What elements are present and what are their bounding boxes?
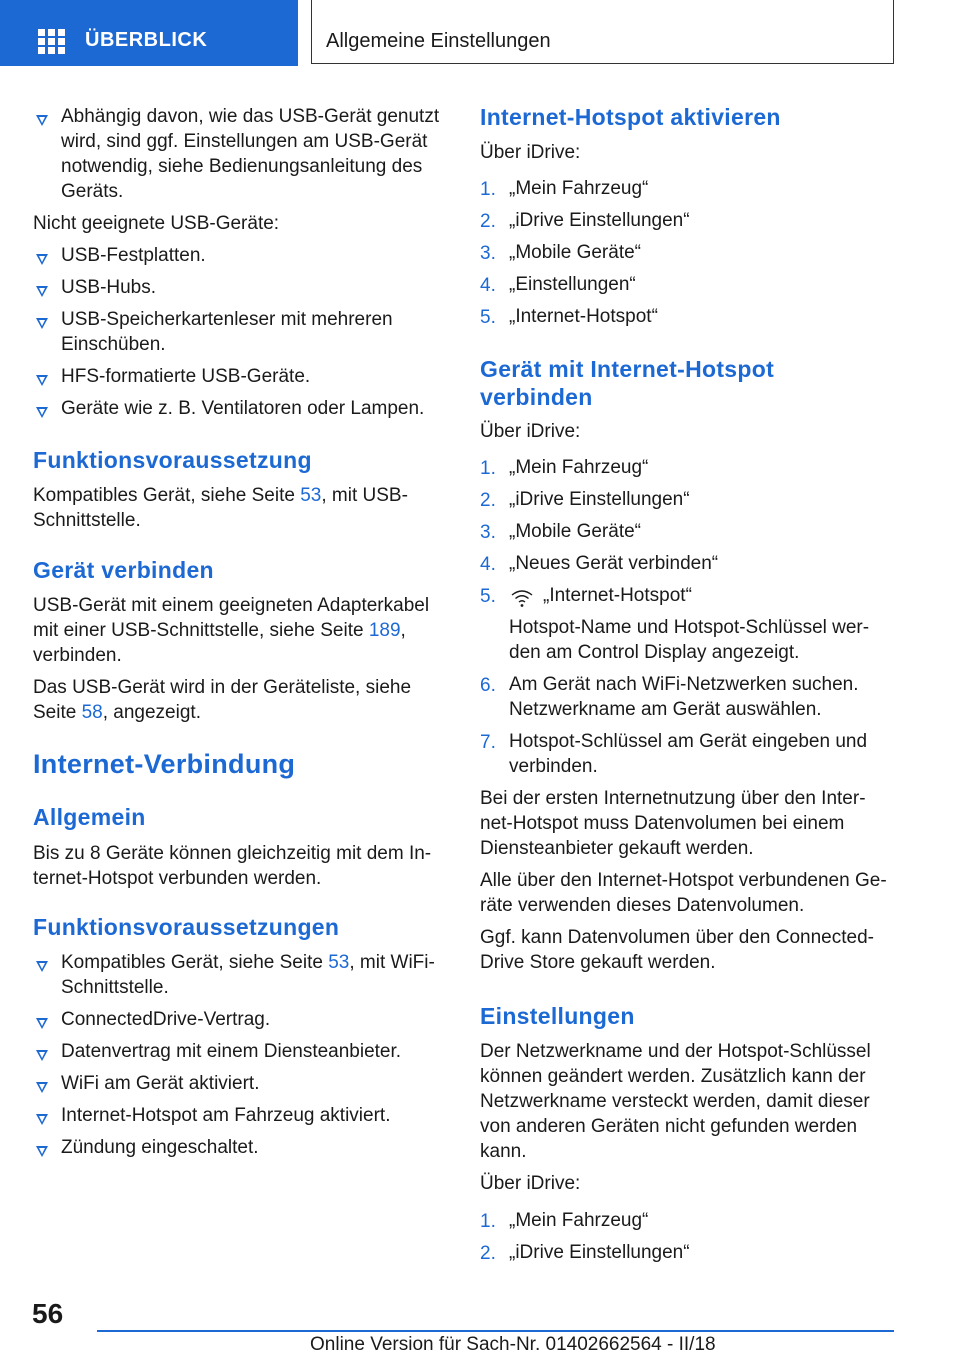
list-item: Internet-Hotspot am Fahrzeug aktiviert.	[61, 1105, 391, 1126]
step-number: 2.	[480, 211, 496, 232]
section-tab-label: Allgemeine Einstellungen	[326, 30, 551, 52]
bullet-triangle-icon	[36, 1018, 48, 1029]
paragraph-line: net-Hotspot muss Datenvolumen bei einem	[480, 813, 845, 834]
step-item: Netzwerkname am Gerät auswählen.	[509, 699, 822, 720]
paragraph-line: Das USB-Gerät wird in der Geräteliste, siehe	[33, 677, 412, 698]
bullet-triangle-icon	[36, 254, 48, 265]
list-item: USB-Festplatten.	[61, 245, 206, 266]
text-span: Kompatibles Gerät, siehe Seite	[33, 485, 301, 506]
bullet-triangle-icon	[36, 375, 48, 386]
step-item: „Internet-Hotspot“	[509, 306, 658, 327]
page-link[interactable]: 53	[328, 952, 350, 973]
bullet-triangle-icon	[36, 1050, 48, 1061]
text-span: ,	[400, 620, 406, 641]
page-header	[0, 0, 960, 66]
list-item: ConnectedDrive-Vertrag.	[61, 1009, 271, 1030]
list-item: Einschüben.	[61, 334, 166, 355]
list-item: WiFi am Gerät aktiviert.	[61, 1073, 260, 1094]
page-link[interactable]: 58	[81, 702, 103, 723]
bullet-triangle-icon	[36, 318, 48, 329]
paragraph-line: Drive Store gekauft werden.	[480, 952, 716, 973]
bullet-triangle-icon	[36, 1114, 48, 1125]
step-number: 3.	[480, 243, 496, 264]
step-number: 1.	[480, 1211, 496, 1232]
paragraph-line: ternet-Hotspot verbunden werden.	[33, 868, 322, 889]
paragraph-line: Alle über den Internet-Hotspot verbundenen Ge-	[480, 870, 887, 891]
paragraph-line: von anderen Geräten nicht gefunden werden	[480, 1116, 858, 1137]
paragraph-line: Über iDrive:	[480, 142, 581, 163]
step-number: 3.	[480, 522, 496, 543]
heading-connect-hotspot: verbinden	[480, 384, 593, 410]
page-number: 56	[32, 1298, 64, 1329]
footer-online-version: Online Version für Sach-Nr. 01402662564 - II/18	[310, 1334, 716, 1355]
bullet-triangle-icon	[36, 961, 48, 972]
bullet-triangle-icon	[36, 407, 48, 418]
step-item: Hotspot-Schlüssel am Gerät eingeben und	[509, 731, 868, 752]
paragraph-line	[33, 700, 201, 725]
paragraph-line: kann.	[480, 1141, 527, 1162]
intro-bullet-line: wird, sind ggf. Einstellungen am USB-Gerät	[61, 131, 428, 152]
paragraph-line: können geändert werden. Zusätzlich kann der	[480, 1066, 866, 1087]
step-number: 4.	[480, 275, 496, 296]
step-number: 1.	[480, 458, 496, 479]
paragraph-line: Diensteanbieter gekauft werden.	[480, 838, 754, 859]
paragraph-line: räte verwenden dieses Datenvolumen.	[480, 895, 805, 916]
heading-settings: Einstellungen	[480, 1003, 635, 1029]
list-item: USB-Speicherkartenleser mit mehreren	[61, 309, 393, 330]
step-item: „Mobile Geräte“	[509, 521, 641, 542]
step-number: 2.	[480, 1243, 496, 1264]
step-item: „Einstellungen“	[509, 274, 636, 295]
bullet-triangle-icon	[36, 1082, 48, 1093]
heading-activate: Internet-Hotspot aktivieren	[480, 104, 781, 130]
step-item: „iDrive Einstellungen“	[509, 1242, 690, 1263]
paragraph-line: Der Netzwerkname und der Hotspot-Schlüssel	[480, 1041, 871, 1062]
intro-bullet-line: notwendig, siehe Bedienungsanleitung des	[61, 156, 423, 177]
step-item: verbinden.	[509, 756, 598, 777]
heading-general: Allgemein	[33, 804, 146, 830]
intro-bullet-line: Abhängig davon, wie das USB-Gerät genutzt	[61, 106, 440, 127]
step-note: den am Control Display angezeigt.	[509, 642, 800, 663]
step-item: „Neues Gerät verbinden“	[509, 553, 719, 574]
list-item: HFS-formatierte USB-Geräte.	[61, 366, 311, 387]
step-item: „iDrive Einstellungen“	[509, 210, 690, 231]
paragraph-line	[33, 483, 408, 508]
step-number: 5.	[480, 586, 496, 607]
wifi-icon	[510, 588, 534, 608]
list-item: Schnittstelle.	[61, 977, 169, 998]
paragraph-line: Ggf. kann Datenvolumen über den Connected-	[480, 927, 874, 948]
text-span: Seite	[33, 702, 82, 723]
paragraph-line: Über iDrive:	[480, 421, 581, 442]
page-link[interactable]: 189	[368, 620, 401, 641]
step-number: 6.	[480, 675, 496, 696]
paragraph-line: Netzwerkname versteckt werden, damit dieser	[480, 1091, 870, 1112]
paragraph-line: Bis zu 8 Geräte können gleichzeitig mit dem In-	[33, 843, 432, 864]
step-item: „iDrive Einstellungen“	[509, 489, 690, 510]
list-item: Datenvertrag mit einem Diensteanbieter.	[61, 1041, 402, 1062]
overview-tab-label: ÜBERBLICK	[85, 29, 208, 51]
heading-internet: Internet-Verbindung	[33, 749, 296, 779]
page-link[interactable]: 53	[300, 485, 322, 506]
step-number: 2.	[480, 490, 496, 511]
grid-icon	[38, 29, 68, 53]
heading-func-req: Funktionsvoraussetzung	[33, 447, 312, 473]
step-item: „Mein Fahrzeug“	[509, 457, 649, 478]
text-span: , angezeigt.	[102, 702, 201, 723]
text-span: , mit USB-	[321, 485, 408, 506]
step-item: Am Gerät nach WiFi-Netzwerken suchen.	[509, 674, 859, 695]
step-number: 7.	[480, 732, 496, 753]
section-tab[interactable]	[311, 0, 894, 64]
intro-bullet-line: Geräts.	[61, 181, 124, 202]
paragraph-line: verbinden.	[33, 645, 122, 666]
heading-connect-hotspot: Gerät mit Internet-Hotspot	[480, 356, 775, 382]
overview-tab[interactable]	[0, 0, 298, 66]
text-span: , mit WiFi-	[349, 952, 435, 973]
footer-divider	[97, 1330, 894, 1332]
step-number: 1.	[480, 179, 496, 200]
step-item: „Mein Fahrzeug“	[509, 178, 649, 199]
paragraph-line: Über iDrive:	[480, 1173, 581, 1194]
step-note: Hotspot-Name und Hotspot-Schlüssel wer-	[509, 617, 870, 638]
step-number: 4.	[480, 554, 496, 575]
paragraph-line: Bei der ersten Internetnutzung über den Inter-	[480, 788, 866, 809]
step-item: „Internet-Hotspot“	[543, 585, 692, 606]
list-item: Geräte wie z. B. Ventilatoren oder Lampen.	[61, 398, 425, 419]
paragraph-line: USB-Gerät mit einem geeigneten Adapterkabel	[33, 595, 430, 616]
list-item	[61, 950, 435, 975]
list-item: Zündung eingeschaltet.	[61, 1137, 259, 1158]
bullet-triangle-icon	[36, 286, 48, 297]
text-span: mit einer USB-Schnittstelle, siehe Seite	[33, 620, 369, 641]
text-span: Kompatibles Gerät, siehe Seite	[61, 952, 329, 973]
heading-func-reqs: Funktionsvoraussetzungen	[33, 914, 340, 940]
list-item: USB-Hubs.	[61, 277, 157, 298]
step-item: „Mobile Geräte“	[509, 242, 641, 263]
bullet-triangle-icon	[36, 1146, 48, 1157]
bullet-triangle-icon	[36, 115, 48, 126]
step-number: 5.	[480, 307, 496, 328]
heading-connect: Gerät verbinden	[33, 557, 214, 583]
unsuitable-title: Nicht geeignete USB-Geräte:	[33, 213, 280, 234]
paragraph-line	[33, 618, 406, 643]
step-item: „Mein Fahrzeug“	[509, 1210, 649, 1231]
paragraph-line: Schnittstelle.	[33, 510, 141, 531]
